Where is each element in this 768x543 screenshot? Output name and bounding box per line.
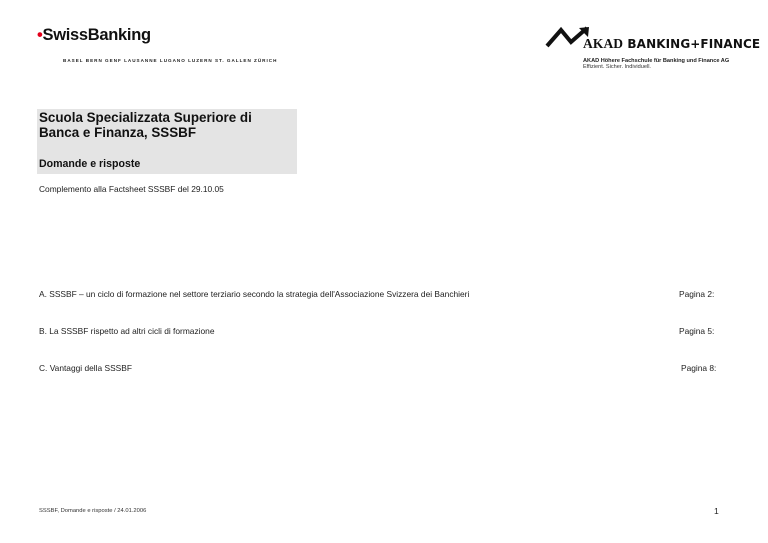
akad-logo-title [583,36,760,52]
swissbanking-logo [37,26,151,45]
akad-logo-title-rest: BANKING+FINANCE [623,37,761,51]
toc-item-a: A. SSSBF – un ciclo di formazione nel settore terziario secondo la strategia dell'Associazione Svizzera dei Banchieri [39,289,470,299]
akad-subtitle: AKAD Höhere Fachschule für Banking und Finance AG [583,58,730,64]
footer-text: SSSBF, Domande e risposte / 24.01.2006 [39,508,147,514]
swissbanking-logo-text: SwissBanking [42,26,151,44]
swissbanking-logo-dot: • [37,26,43,44]
toc-page-b: Pagina 5: [679,326,715,336]
toc-page-c: Pagina 8: [681,363,717,373]
document-subtitle: Domande e risposte [39,158,141,170]
akad-logo-title-akad: AKAD [583,36,624,51]
toc-item-c: C. Vantaggi della SSSBF [39,363,132,373]
akad-tagline: Effizient. Sicher. Individuell. [583,64,651,70]
toc-page-a: Pagina 2: [679,289,715,299]
complement-note: Complemento alla Factsheet SSSBF del 29.10.05 [39,184,224,194]
document-title: Scuola Specializzata Superiore di Banca e Finanza, SSSBF [39,110,252,140]
swissbanking-cities: BASEL BERN GENF LAUSANNE LUGANO LUZERN ST. GALLEN ZÜRICH [63,58,278,63]
title-box [37,109,297,174]
toc-item-b: B. La SSSBF rispetto ad altri cicli di formazione [39,326,215,336]
page-number: 1 [714,506,719,516]
